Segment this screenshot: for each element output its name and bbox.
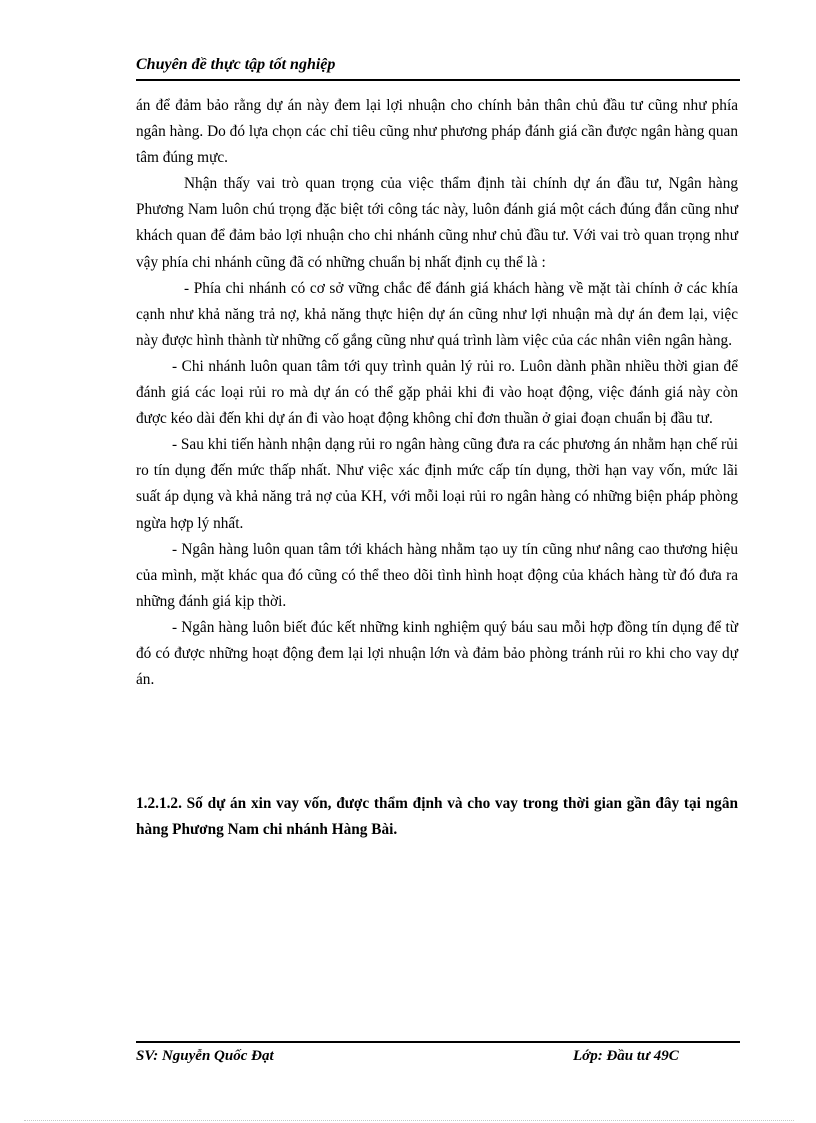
section-heading: 1.2.1.2. Số dự án xin vay vốn, được thẩm định và cho vay trong thời gian gần đây tại ngân hàng Phương Nam chi nhánh Hàng Bài. bbox=[136, 795, 738, 838]
page-header bbox=[136, 54, 740, 76]
footer-class: Lớp: Đầu tư 49C bbox=[573, 1048, 679, 1064]
bullet-paragraph: - Sau khi tiến hành nhận dạng rủi ro ngân hàng cũng đưa ra các phương án nhằm hạn chế rủi ro tín dụng đến mức thấp nhất. Như việc xác định mức cấp tín dụng, thời hạn vay vốn, mức lãi suất áp dụng và khả năng trả nợ của KH, với mỗi loại rủi ro ngân hàng có những biện pháp phòng ngừa hợp lý nhất. bbox=[136, 436, 738, 532]
bullet-paragraph: - Ngân hàng luôn quan tâm tới khách hàng nhằm tạo uy tín cũng như nâng cao thương hiệu của mình, mặt khác qua đó cũng có thể theo dõi tình hình hoạt động của khách hàng từ đó đưa ra những đánh giá kịp thời. bbox=[136, 540, 738, 610]
header-title: Chuyên đề thực tập tốt nghiệp bbox=[136, 56, 336, 73]
body-text bbox=[136, 93, 738, 693]
paragraph-continuation: án để đảm bảo rằng dự án này đem lại lợi nhuận cho chính bản thân chủ đầu tư cũng như phía ngân hàng. Do đó lựa chọn các chỉ tiêu cũng như phương pháp đánh giá cần được ngân hàng quan tâm đúng mực. bbox=[136, 97, 738, 167]
bullet-paragraph: - Phía chi nhánh có cơ sở vững chắc để đánh giá khách hàng về mặt tài chính ở các khía cạnh như khả năng trả nợ, khả năng thực hiện dự án cũng như lợi nhuận mà dự án đem lại, việc này được hình thành từ những cố gắng cũng như quá trình làm việc của các nhân viên ngân hàng. bbox=[136, 279, 738, 349]
bullet-paragraph: - Ngân hàng luôn biết đúc kết những kinh nghiệm quý báu sau mỗi hợp đồng tín dụng để từ đó có được những hoạt động đem lại lợi nhuận lớn và đảm bảo phòng tránh rủi ro khi cho vay dự án. bbox=[136, 618, 738, 689]
footer-divider bbox=[136, 1041, 740, 1043]
paragraph-intro: Nhận thấy vai trò quan trọng của việc thẩm định tài chính dự án đầu tư, Ngân hàng Phương Nam luôn chú trọng đặc biệt tới công tác này, luôn đánh giá một cách đúng đắn cũng như khách quan để đảm bảo lợi nhuận cho chi nhánh cũng như chủ đầu tư. Với vai trò quan trọng như vậy phía chi nhánh cũng đã có những chuẩn bị nhất định cụ thể là : bbox=[136, 175, 738, 271]
bullet-paragraph: - Chi nhánh luôn quan tâm tới quy trình quản lý rủi ro. Luôn dành phần nhiều thời gian để đánh giá các loại rủi ro mà dự án có thể gặp phải khi đi vào hoạt động, việc đánh giá này còn được kéo dài đến khi dự án đi vào hoạt động không chỉ đơn thuần ở giai đoạn chuẩn bị đầu tư. bbox=[136, 357, 738, 428]
footer-student-name: SV: Nguyễn Quốc Đạt bbox=[136, 1048, 274, 1064]
page-boundary bbox=[24, 1120, 794, 1121]
header-divider bbox=[136, 79, 740, 81]
